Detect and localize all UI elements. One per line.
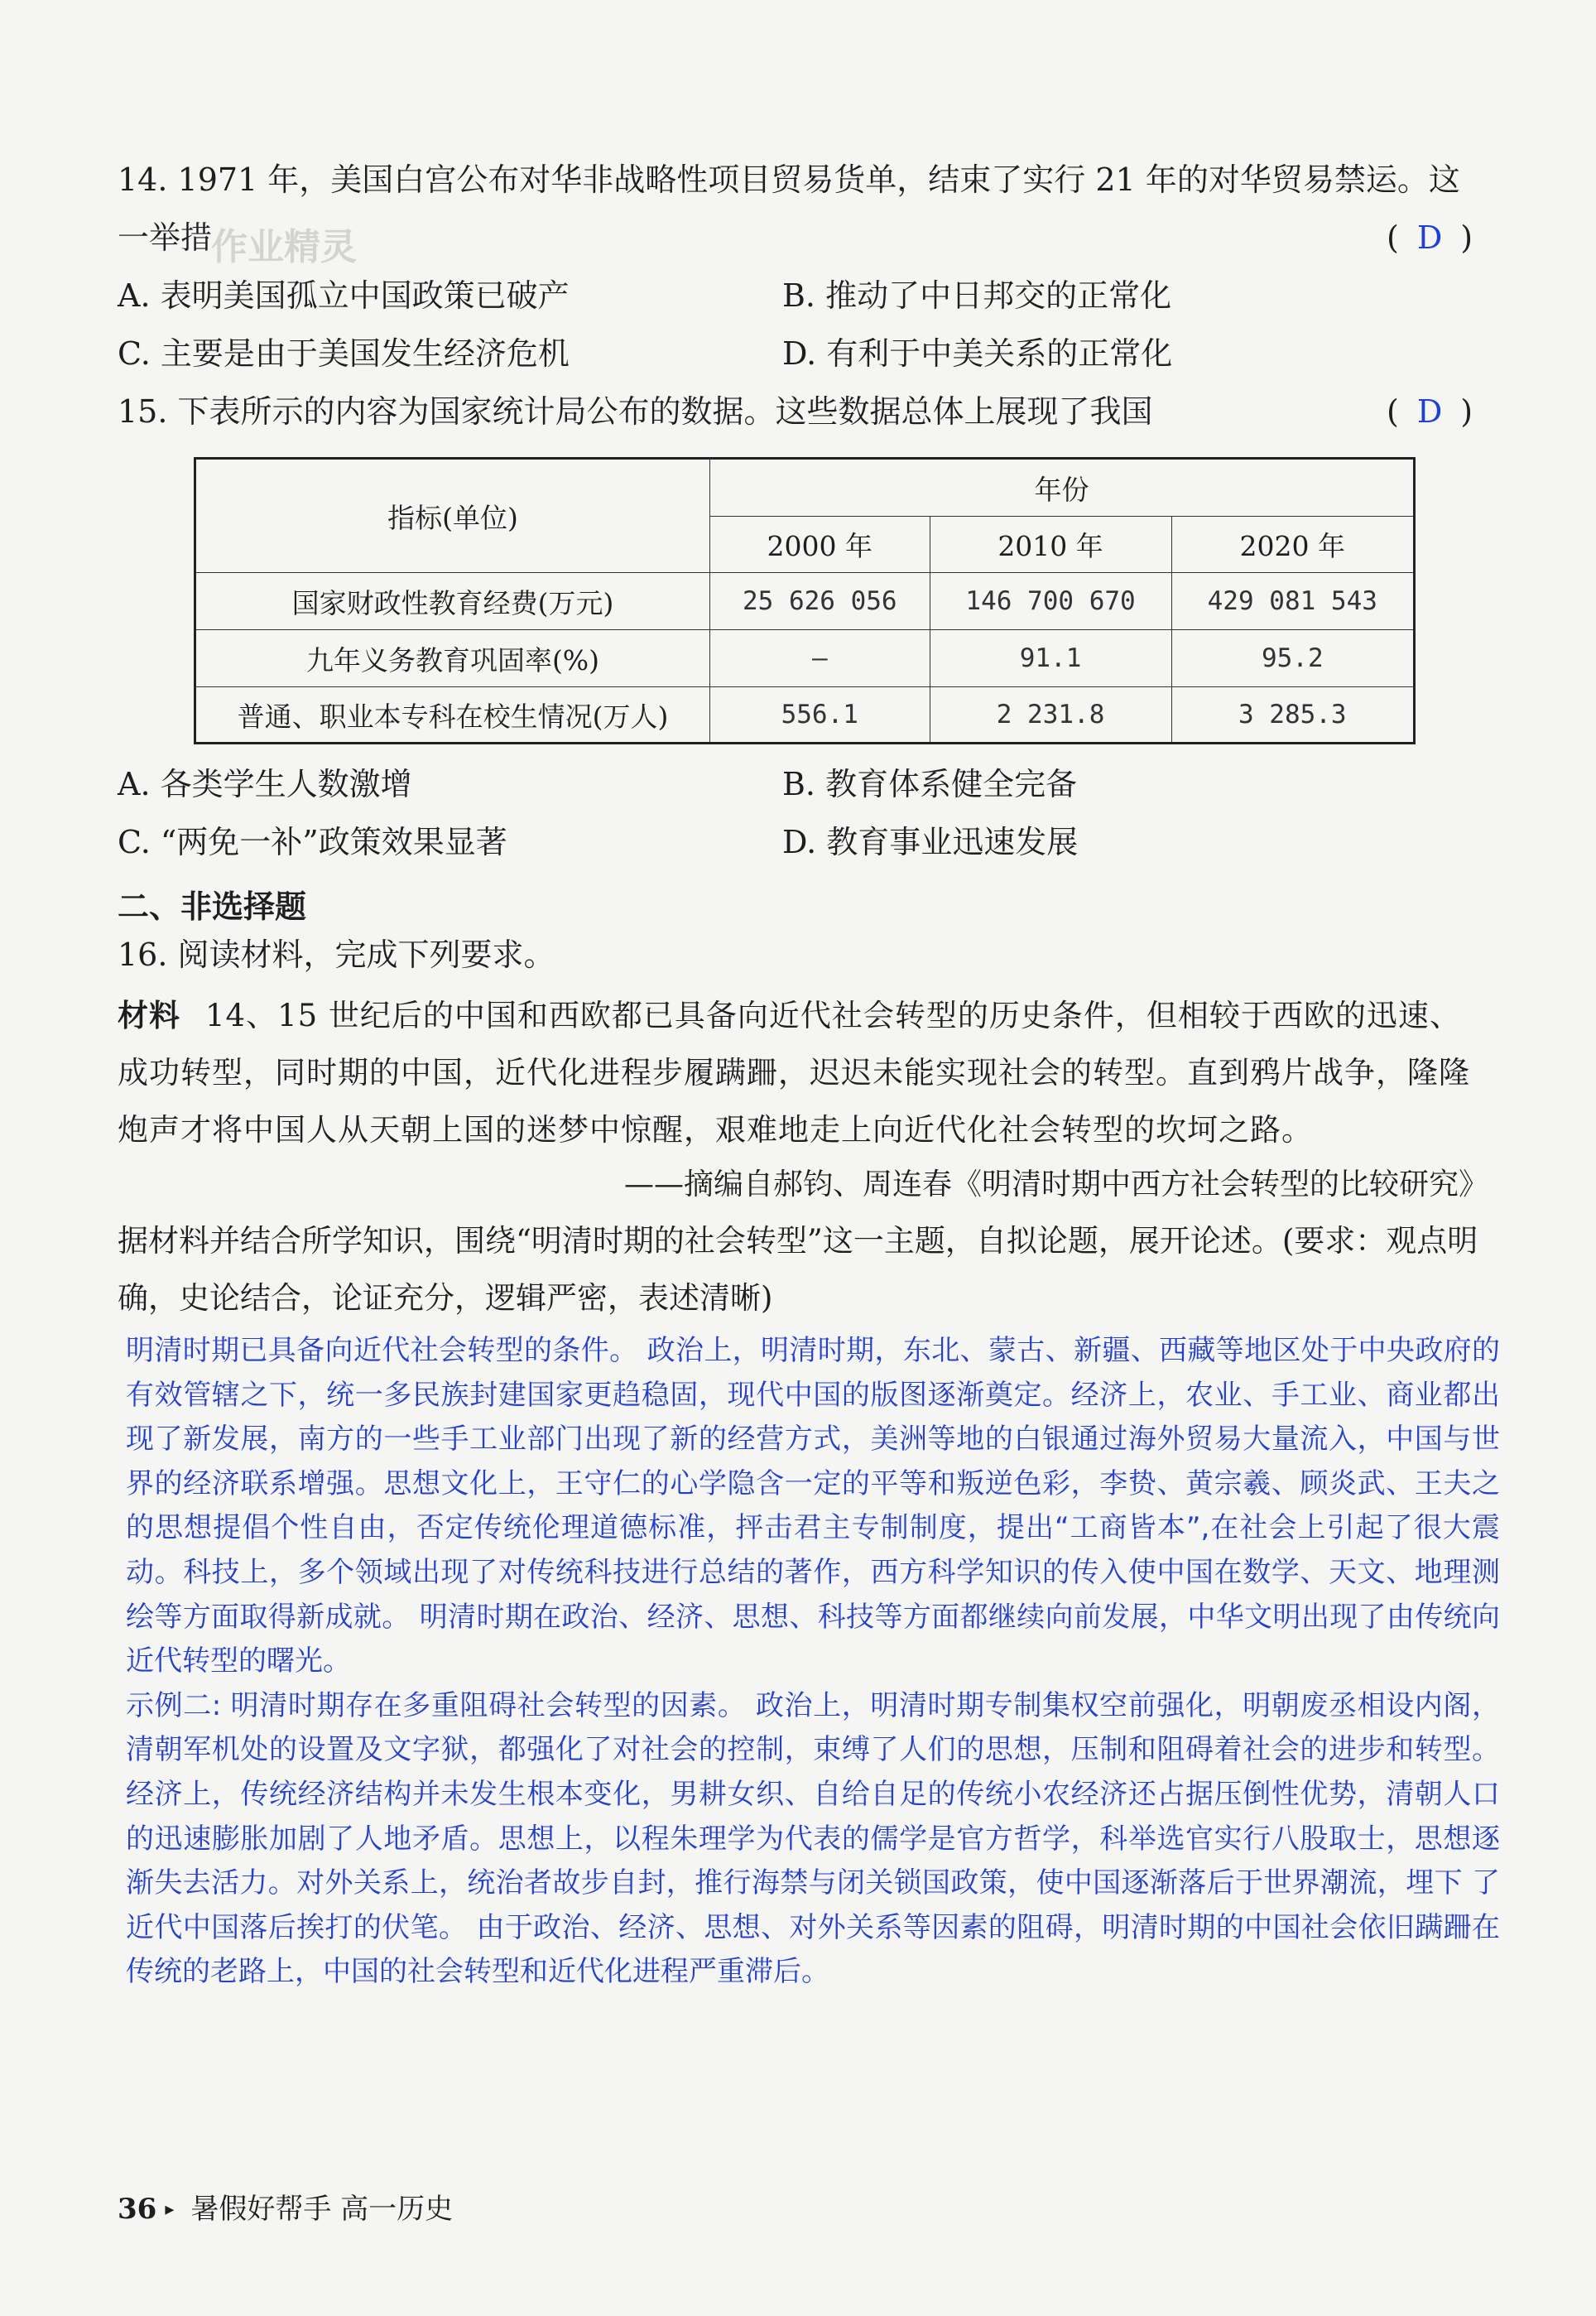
q15-answer-letter: D xyxy=(1416,393,1443,430)
answer-paragraph-1: 明清时期已具备向近代社会转型的条件。 政治上，明清时期，东北、蒙古、新疆、西藏等地区处于中央政府的有效管辖之下，统一多民族封建国家更趋稳固，现代中国的版图逐渐奠定。经济上，农业、手工业、商业都出现了新发展，南方的一些手工业部门出现了新的经营方式，美洲等地的白银通过海外贸易大量流入，中国与世界的经济联系增强。思想文化上，王守仁的心学隐含一定的平等和叛逆色彩，李贽、黄宗羲、顾炎武、王夫之的思想提倡个性自由，否定传统伦理道德标准，抨击君主专制制度，提出“工商皆本”,在社会上引起了很大震动。科技上，多个领域出现了对传统科技进行总结的著作，西方科学知识的传入使中国在数学、天文、地理测绘等方面取得新成就。 明清时期在政治、经济、思想、科技等方面都继续向前发展，中华文明出现了由传统向近代转型的曙光。 xyxy=(126,1334,1500,1678)
table-header-year: 年份 xyxy=(710,459,1415,517)
q14-stem-line1: 14. 1971 年，美国白宫公布对华非战略性项目贸易货单，结束了实行 21 年的对华贸易禁运。这 xyxy=(118,161,1460,198)
table-cell: 3 285.3 xyxy=(1171,687,1414,744)
q16-material xyxy=(118,987,1483,1158)
q14-answer-letter: D xyxy=(1416,219,1443,256)
arrow-icon: ▸ xyxy=(165,2199,175,2220)
table-row xyxy=(195,573,1415,630)
q14-option-b: B. 推动了中日邦交的正常化 xyxy=(782,277,1172,314)
page-number: 36 xyxy=(118,2193,157,2226)
table-cell: 2 231.8 xyxy=(930,687,1171,744)
q15-answer: ( D ) xyxy=(1387,393,1473,430)
q14-option-a: A. 表明美国孤立中国政策已破产 xyxy=(118,277,570,314)
table-cell: 91.1 xyxy=(930,630,1171,687)
answer-paragraph-2: 示例二: 明清时期存在多重阻碍社会转型的因素。 政治上，明清时期专制集权空前强化，明朝废丞相设内阁，清朝军机处的设置及文字狱，都强化了对社会的控制，束缚了人们的思想，压制和阻碍着社会的进步和转型。经济上，传统经济结构并未发生根本变化，男耕女织、自给自足的传统小农经济还占据压倒性优势，清朝人口的迅速膨胀加剧了人地矛盾。思想上，以程朱理学为代表的儒学是官方哲学，科举选官实行八股取士，思想逐渐失去活力。对外关系上，统治者故步自封，推行海禁与闭关锁国政策，使中国逐渐落后于世界潮流，埋下 了近代中国落后挨打的伏笔。 由于政治、经济、思想、对外关系等因素的阻碍，明清时期的中国社会依旧蹒跚在传统的老路上，中国的社会转型和近代化进程严重滞后。 xyxy=(126,1688,1500,1989)
q15-stem: 15. 下表所示的内容为国家统计局公布的数据。这些数据总体上展现了我国 xyxy=(118,393,1153,430)
table-cell: 556.1 xyxy=(710,687,930,744)
table-header-2000: 2000 年 xyxy=(710,517,930,573)
statistics-table xyxy=(194,457,1416,744)
q16-stem: 16. 阅读材料，完成下列要求。 xyxy=(118,937,555,973)
watermark: 作业精灵 xyxy=(211,226,357,268)
table-row-label: 九年义务教育巩固率(%) xyxy=(195,630,710,687)
section-heading: 二、非选择题 xyxy=(118,888,307,925)
q14-option-c: C. 主要是由于美国发生经济危机 xyxy=(118,335,570,372)
material-label: 材料 xyxy=(118,998,180,1033)
table-cell: 146 700 670 xyxy=(930,573,1171,630)
q15-option-a: A. 各类学生人数激增 xyxy=(118,766,412,802)
q16-source: ——摘编自郝钧、周连春《明清时期中西方社会转型的比较研究》 xyxy=(623,1168,1488,1201)
table-row-label: 国家财政性教育经费(万元) xyxy=(195,573,710,630)
footer xyxy=(118,2186,453,2227)
q16-answer xyxy=(126,1329,1500,1995)
table-cell: 25 626 056 xyxy=(710,573,930,630)
q15-option-c: C. “两免一补”政策效果显著 xyxy=(118,824,507,860)
book-title: 暑假好帮手 高一历史 xyxy=(190,2193,454,2226)
q16-prompt: 据材料并结合所学知识，围绕“明清时期的社会转型”这一主题，自拟论题，展开论述。(要求：观点明确，史论结合，论证充分，逻辑严密，表述清晰) xyxy=(118,1223,1478,1316)
q15-option-b: B. 教育体系健全完备 xyxy=(782,766,1078,802)
q14-stem-line2: 一举措 xyxy=(118,219,213,256)
q15-option-d: D. 教育事业迅速发展 xyxy=(782,824,1079,860)
table-cell: 95.2 xyxy=(1171,630,1414,687)
table-row xyxy=(195,687,1415,744)
table-cell: 429 081 543 xyxy=(1171,573,1414,630)
table-row-label: 普通、职业本专科在校生情况(万人) xyxy=(195,687,710,744)
table-row xyxy=(195,630,1415,687)
q14-option-d: D. 有利于中美关系的正常化 xyxy=(782,335,1173,372)
table-header-2010: 2010 年 xyxy=(930,517,1171,573)
table-cell: — xyxy=(710,630,930,687)
table-header-2020: 2020 年 xyxy=(1171,517,1414,573)
table-header-indicator: 指标(单位) xyxy=(195,459,710,573)
q14-answer: ( D ) xyxy=(1387,219,1473,256)
material-text: 14、15 世纪后的中国和西欧都已具备向近代社会转型的历史条件，但相较于西欧的迅速、成功转型，同时期的中国，近代化进程步履蹒跚，迟迟未能实现社会的转型。直到鸦片战争，隆隆炮声才将中国人从天朝上国的迷梦中惊醒，艰难地走上向近代化社会转型的坎坷之路。 xyxy=(118,998,1470,1148)
